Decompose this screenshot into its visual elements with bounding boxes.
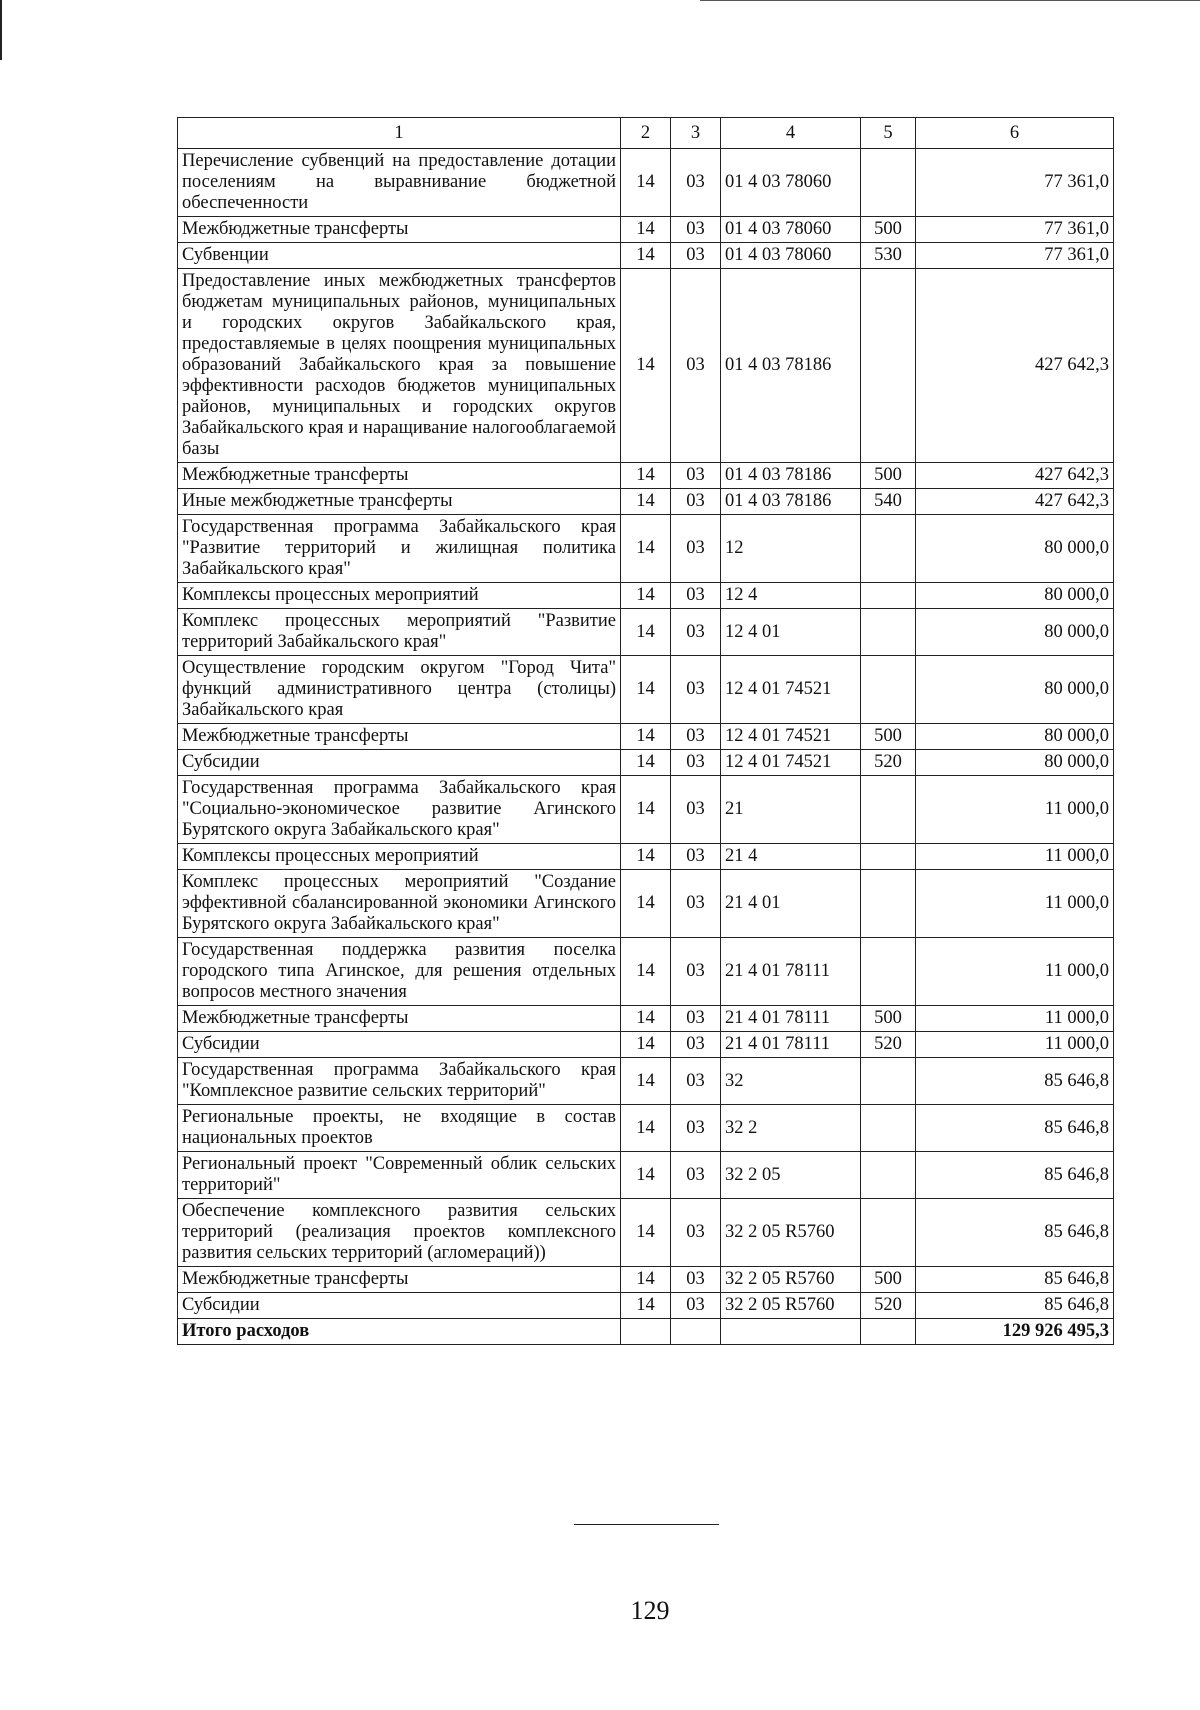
row-section: 14 xyxy=(621,1006,671,1032)
row-subsection: 03 xyxy=(671,750,721,776)
table-row xyxy=(178,243,1114,269)
row-description: Субсидии xyxy=(178,750,621,776)
row-amount: 11 000,0 xyxy=(916,938,1114,1006)
row-section: 14 xyxy=(621,1199,671,1267)
row-target-article: 32 2 05 xyxy=(721,1152,861,1199)
row-section: 14 xyxy=(621,776,671,844)
row-target-article: 32 2 05 R5760 xyxy=(721,1293,861,1319)
row-section: 14 xyxy=(621,724,671,750)
row-section: 14 xyxy=(621,1032,671,1058)
header-cell: 4 xyxy=(721,118,861,149)
row-description: Субсидии xyxy=(178,1293,621,1319)
table-body xyxy=(178,118,1114,1345)
row-subsection: 03 xyxy=(671,724,721,750)
row-description: Государственная поддержка развития поселка городского типа Агинское, для решения отдельных вопросов местного значения xyxy=(178,938,621,1006)
table-row xyxy=(178,1152,1114,1199)
row-section: 14 xyxy=(621,515,671,583)
total-empty-cell xyxy=(721,1319,861,1345)
row-section: 14 xyxy=(621,489,671,515)
row-expense-type: 500 xyxy=(861,1006,916,1032)
row-expense-type: 520 xyxy=(861,1293,916,1319)
row-description: Региональные проекты, не входящие в состав национальных проектов xyxy=(178,1105,621,1152)
table-row xyxy=(178,776,1114,844)
row-target-article: 01 4 03 78060 xyxy=(721,243,861,269)
row-expense-type: 500 xyxy=(861,1267,916,1293)
row-expense-type: 520 xyxy=(861,1032,916,1058)
table-row xyxy=(178,217,1114,243)
total-empty-cell xyxy=(621,1319,671,1345)
row-amount: 85 646,8 xyxy=(916,1152,1114,1199)
row-amount: 11 000,0 xyxy=(916,870,1114,938)
row-description: Предоставление иных межбюджетных трансфертов бюджетам муниципальных районов, муниципальных и городских округов Забайкальского края, предоставляемые в целях поощрения муниципальных образований Забайкальского края за повышение эффективности расходов бюджетов муниципальных районов, муниципальных и городских округов Забайкальского края и наращивание налогооблагаемой базы xyxy=(178,269,621,463)
row-target-article: 32 2 05 R5760 xyxy=(721,1267,861,1293)
row-subsection: 03 xyxy=(671,656,721,724)
row-amount: 80 000,0 xyxy=(916,515,1114,583)
row-amount: 80 000,0 xyxy=(916,609,1114,656)
row-section: 14 xyxy=(621,656,671,724)
row-section: 14 xyxy=(621,583,671,609)
row-amount: 85 646,8 xyxy=(916,1058,1114,1105)
row-expense-type xyxy=(861,583,916,609)
row-description: Перечисление субвенций на предоставление дотации поселениям на выравнивание бюджетной обеспеченности xyxy=(178,149,621,217)
table-row xyxy=(178,515,1114,583)
table-row xyxy=(178,1199,1114,1267)
row-amount: 80 000,0 xyxy=(916,583,1114,609)
row-target-article: 21 xyxy=(721,776,861,844)
row-subsection: 03 xyxy=(671,1032,721,1058)
row-amount: 427 642,3 xyxy=(916,489,1114,515)
row-subsection: 03 xyxy=(671,149,721,217)
row-amount: 80 000,0 xyxy=(916,656,1114,724)
table-row xyxy=(178,1267,1114,1293)
row-target-article: 01 4 03 78060 xyxy=(721,149,861,217)
header-cell: 3 xyxy=(671,118,721,149)
table-row xyxy=(178,1293,1114,1319)
row-target-article: 12 4 01 74521 xyxy=(721,750,861,776)
row-subsection: 03 xyxy=(671,1199,721,1267)
table-row xyxy=(178,583,1114,609)
row-subsection: 03 xyxy=(671,938,721,1006)
row-description: Комплексы процессных мероприятий xyxy=(178,583,621,609)
row-description: Межбюджетные трансферты xyxy=(178,1006,621,1032)
row-target-article: 21 4 01 78111 xyxy=(721,938,861,1006)
table-row xyxy=(178,489,1114,515)
table-header-row xyxy=(178,118,1114,149)
row-section: 14 xyxy=(621,1152,671,1199)
table-row xyxy=(178,724,1114,750)
row-section: 14 xyxy=(621,844,671,870)
page-number: 129 xyxy=(630,1596,670,1625)
table-row xyxy=(178,1105,1114,1152)
row-target-article: 32 2 xyxy=(721,1105,861,1152)
total-label: Итого расходов xyxy=(178,1319,621,1345)
row-description: Комплекс процессных мероприятий "Создание эффективной сбалансированной экономики Агинского Бурятского округа Забайкальского края" xyxy=(178,870,621,938)
row-expense-type xyxy=(861,515,916,583)
row-target-article: 12 4 xyxy=(721,583,861,609)
row-section: 14 xyxy=(621,750,671,776)
header-cell: 5 xyxy=(861,118,916,149)
row-target-article: 01 4 03 78186 xyxy=(721,269,861,463)
row-target-article: 01 4 03 78186 xyxy=(721,463,861,489)
row-description: Региональный проект "Современный облик сельских территорий" xyxy=(178,1152,621,1199)
row-subsection: 03 xyxy=(671,463,721,489)
row-description: Иные межбюджетные трансферты xyxy=(178,489,621,515)
table-row xyxy=(178,844,1114,870)
footer-divider xyxy=(574,1524,719,1525)
table-row xyxy=(178,938,1114,1006)
table-row xyxy=(178,463,1114,489)
row-expense-type: 500 xyxy=(861,217,916,243)
row-subsection: 03 xyxy=(671,217,721,243)
row-subsection: 03 xyxy=(671,1152,721,1199)
table-row xyxy=(178,870,1114,938)
row-target-article: 12 xyxy=(721,515,861,583)
row-amount: 85 646,8 xyxy=(916,1199,1114,1267)
row-amount: 85 646,8 xyxy=(916,1105,1114,1152)
row-amount: 80 000,0 xyxy=(916,750,1114,776)
row-target-article: 12 4 01 xyxy=(721,609,861,656)
total-empty-cell xyxy=(671,1319,721,1345)
row-amount: 11 000,0 xyxy=(916,1032,1114,1058)
row-subsection: 03 xyxy=(671,1293,721,1319)
row-subsection: 03 xyxy=(671,1267,721,1293)
header-cell: 1 xyxy=(178,118,621,149)
row-expense-type: 520 xyxy=(861,750,916,776)
table-row xyxy=(178,1058,1114,1105)
row-target-article: 32 2 05 R5760 xyxy=(721,1199,861,1267)
expenditure-table xyxy=(177,117,1114,1345)
row-expense-type xyxy=(861,1105,916,1152)
total-row xyxy=(178,1319,1114,1345)
table-row xyxy=(178,656,1114,724)
table-row xyxy=(178,149,1114,217)
row-subsection: 03 xyxy=(671,269,721,463)
row-subsection: 03 xyxy=(671,489,721,515)
row-amount: 77 361,0 xyxy=(916,243,1114,269)
row-target-article: 21 4 01 78111 xyxy=(721,1032,861,1058)
row-expense-type xyxy=(861,938,916,1006)
row-subsection: 03 xyxy=(671,1058,721,1105)
row-amount: 11 000,0 xyxy=(916,776,1114,844)
row-description: Государственная программа Забайкальского края "Развитие территорий и жилищная политика Забайкальского края" xyxy=(178,515,621,583)
header-cell: 2 xyxy=(621,118,671,149)
row-amount: 77 361,0 xyxy=(916,217,1114,243)
scan-edge-top xyxy=(700,0,1200,1)
row-expense-type xyxy=(861,1199,916,1267)
row-section: 14 xyxy=(621,1058,671,1105)
table-row xyxy=(178,269,1114,463)
row-section: 14 xyxy=(621,1267,671,1293)
row-subsection: 03 xyxy=(671,515,721,583)
row-expense-type xyxy=(861,149,916,217)
table-row xyxy=(178,1006,1114,1032)
row-subsection: 03 xyxy=(671,870,721,938)
row-target-article: 12 4 01 74521 xyxy=(721,656,861,724)
row-subsection: 03 xyxy=(671,1006,721,1032)
row-subsection: 03 xyxy=(671,609,721,656)
row-expense-type xyxy=(861,776,916,844)
row-description: Комплексы процессных мероприятий xyxy=(178,844,621,870)
row-expense-type: 540 xyxy=(861,489,916,515)
row-expense-type: 500 xyxy=(861,463,916,489)
row-section: 14 xyxy=(621,1105,671,1152)
row-target-article: 21 4 01 78111 xyxy=(721,1006,861,1032)
header-cell: 6 xyxy=(916,118,1114,149)
row-expense-type: 530 xyxy=(861,243,916,269)
row-expense-type xyxy=(861,1058,916,1105)
row-target-article: 21 4 xyxy=(721,844,861,870)
row-amount: 11 000,0 xyxy=(916,844,1114,870)
row-description: Межбюджетные трансферты xyxy=(178,463,621,489)
table-row xyxy=(178,609,1114,656)
row-description: Осуществление городским округом "Город Чита" функций административного центра (столицы) Забайкальского края xyxy=(178,656,621,724)
row-section: 14 xyxy=(621,609,671,656)
row-subsection: 03 xyxy=(671,1105,721,1152)
row-target-article: 21 4 01 xyxy=(721,870,861,938)
row-description: Государственная программа Забайкальского края "Социально-экономическое развитие Агинского Бурятского округа Забайкальского края" xyxy=(178,776,621,844)
table-row xyxy=(178,750,1114,776)
row-expense-type xyxy=(861,656,916,724)
row-section: 14 xyxy=(621,463,671,489)
row-description: Субвенции xyxy=(178,243,621,269)
row-section: 14 xyxy=(621,1293,671,1319)
row-description: Обеспечение комплексного развития сельских территорий (реализация проектов комплексного развития сельских территорий (агломераций)) xyxy=(178,1199,621,1267)
row-expense-type: 500 xyxy=(861,724,916,750)
total-value: 129 926 495,3 xyxy=(916,1319,1114,1345)
row-target-article: 32 xyxy=(721,1058,861,1105)
row-amount: 427 642,3 xyxy=(916,269,1114,463)
row-amount: 80 000,0 xyxy=(916,724,1114,750)
row-description: Государственная программа Забайкальского края "Комплексное развитие сельских территорий" xyxy=(178,1058,621,1105)
row-description: Межбюджетные трансферты xyxy=(178,724,621,750)
row-expense-type xyxy=(861,1152,916,1199)
scan-edge-left xyxy=(0,0,2,60)
row-expense-type xyxy=(861,844,916,870)
row-section: 14 xyxy=(621,938,671,1006)
row-target-article: 12 4 01 74521 xyxy=(721,724,861,750)
row-subsection: 03 xyxy=(671,583,721,609)
row-amount: 85 646,8 xyxy=(916,1293,1114,1319)
row-expense-type xyxy=(861,269,916,463)
table-row xyxy=(178,1032,1114,1058)
row-section: 14 xyxy=(621,269,671,463)
row-section: 14 xyxy=(621,217,671,243)
row-target-article: 01 4 03 78186 xyxy=(721,489,861,515)
row-section: 14 xyxy=(621,149,671,217)
row-amount: 427 642,3 xyxy=(916,463,1114,489)
row-description: Межбюджетные трансферты xyxy=(178,217,621,243)
row-section: 14 xyxy=(621,870,671,938)
row-description: Комплекс процессных мероприятий "Развитие территорий Забайкальского края" xyxy=(178,609,621,656)
row-description: Межбюджетные трансферты xyxy=(178,1267,621,1293)
row-section: 14 xyxy=(621,243,671,269)
row-subsection: 03 xyxy=(671,844,721,870)
row-subsection: 03 xyxy=(671,776,721,844)
row-amount: 77 361,0 xyxy=(916,149,1114,217)
row-description: Субсидии xyxy=(178,1032,621,1058)
row-amount: 11 000,0 xyxy=(916,1006,1114,1032)
row-target-article: 01 4 03 78060 xyxy=(721,217,861,243)
row-subsection: 03 xyxy=(671,243,721,269)
row-expense-type xyxy=(861,870,916,938)
total-empty-cell xyxy=(861,1319,916,1345)
row-expense-type xyxy=(861,609,916,656)
row-amount: 85 646,8 xyxy=(916,1267,1114,1293)
